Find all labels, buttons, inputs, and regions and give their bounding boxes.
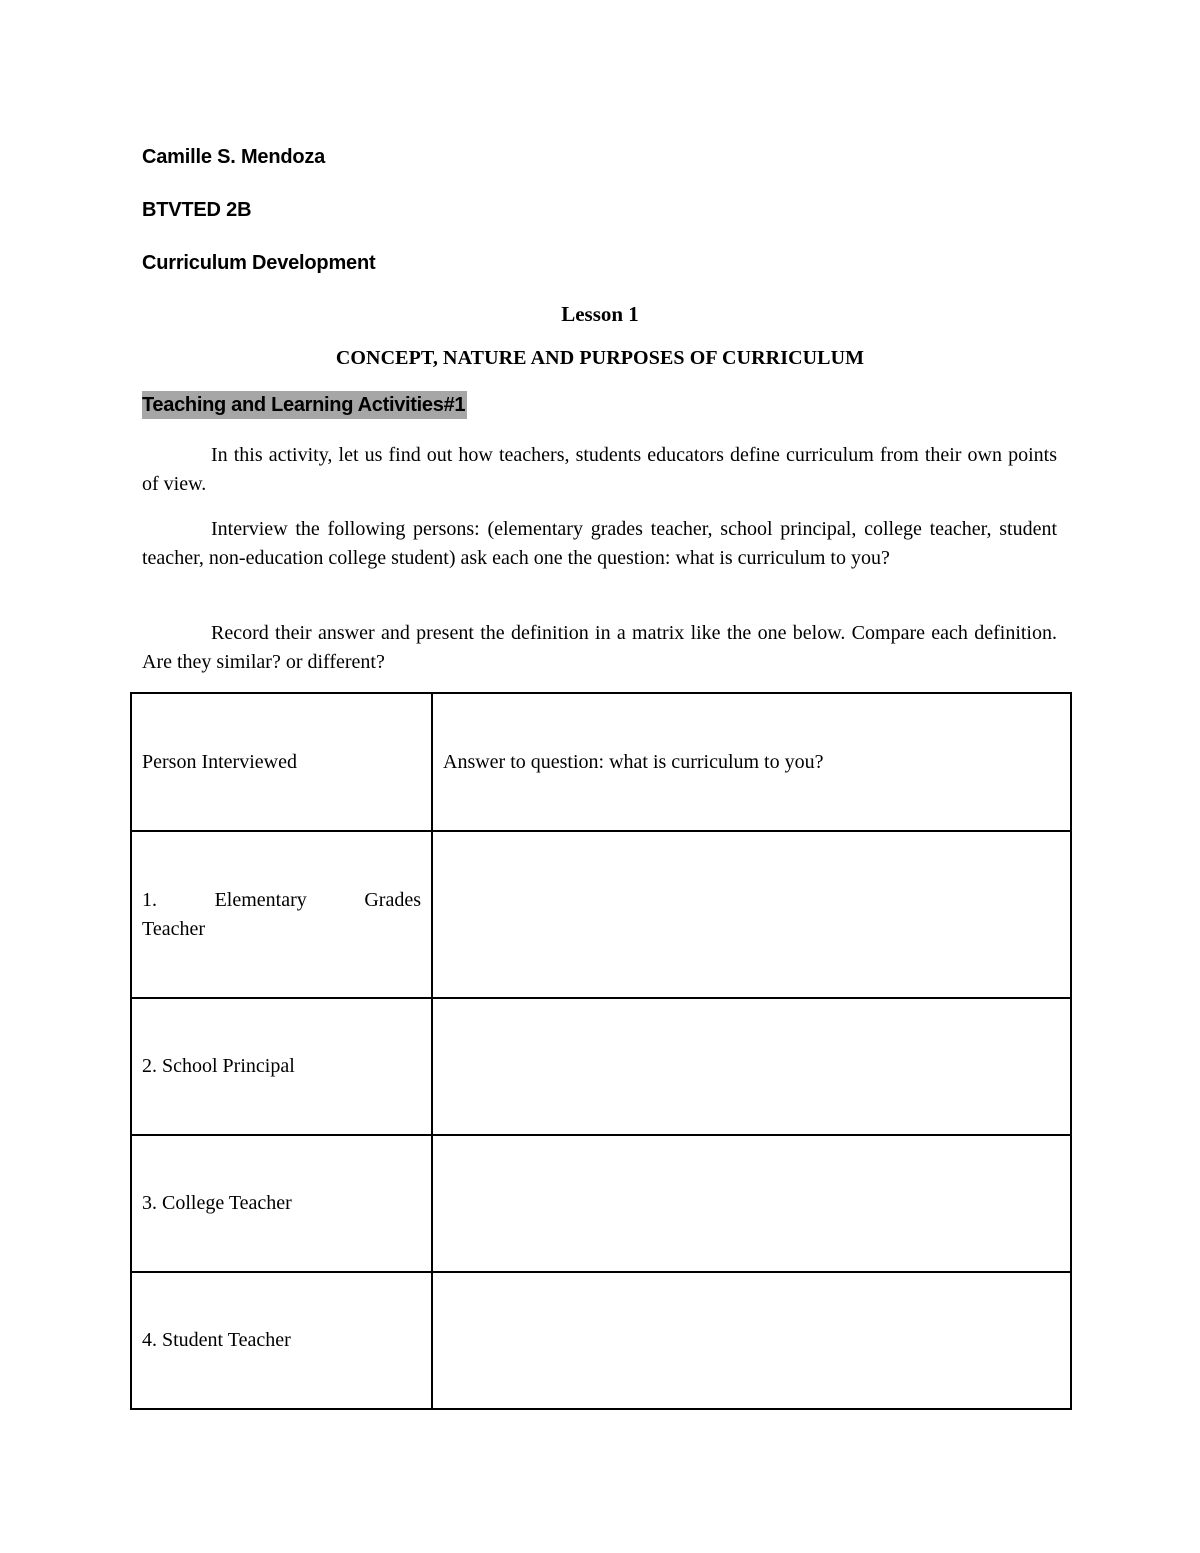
- activity-heading: Teaching and Learning Activities#1: [142, 391, 467, 419]
- course-title: Curriculum Development: [142, 252, 376, 274]
- person-cell: 2. School Principal: [131, 998, 432, 1135]
- lesson-number: Lesson 1: [561, 302, 639, 326]
- answer-cell[interactable]: [432, 998, 1071, 1135]
- section-label: BTVTED 2B: [142, 199, 252, 221]
- table-row: [131, 831, 1071, 998]
- student-name: Camille S. Mendoza: [142, 146, 326, 168]
- person-label-line-1: 1. Elementary Grades: [142, 888, 421, 911]
- instruction-paragraph-1: In this activity, let us find out how teachers, students educators define curriculum from their own points of view.: [142, 444, 1057, 495]
- answer-cell[interactable]: [432, 831, 1071, 998]
- interview-matrix: [130, 692, 1072, 1410]
- answer-cell[interactable]: [432, 1272, 1071, 1409]
- header-answer: Answer to question: what is curriculum to you?: [432, 693, 1071, 831]
- table-row: [131, 998, 1071, 1135]
- header-person-interviewed: Person Interviewed: [131, 693, 432, 831]
- table-row: [131, 1135, 1071, 1272]
- instruction-paragraph-3: Record their answer and present the definition in a matrix like the one below. Compare each definition. Are they similar? or different?: [142, 622, 1057, 673]
- matrix-header-row: [131, 693, 1071, 831]
- instruction-paragraph-2: Interview the following persons: (elementary grades teacher, school principal, college teacher, student teacher, non-education college student) ask each one the question: what is curriculum to you?: [142, 518, 1057, 569]
- person-cell: 4. Student Teacher: [131, 1272, 432, 1409]
- person-cell: [131, 831, 432, 998]
- person-cell: 3. College Teacher: [131, 1135, 432, 1272]
- table-row: [131, 1272, 1071, 1409]
- answer-cell[interactable]: [432, 1135, 1071, 1272]
- lesson-title: CONCEPT, NATURE AND PURPOSES OF CURRICULUM: [335, 347, 865, 369]
- person-label-line-2: Teacher: [142, 917, 205, 940]
